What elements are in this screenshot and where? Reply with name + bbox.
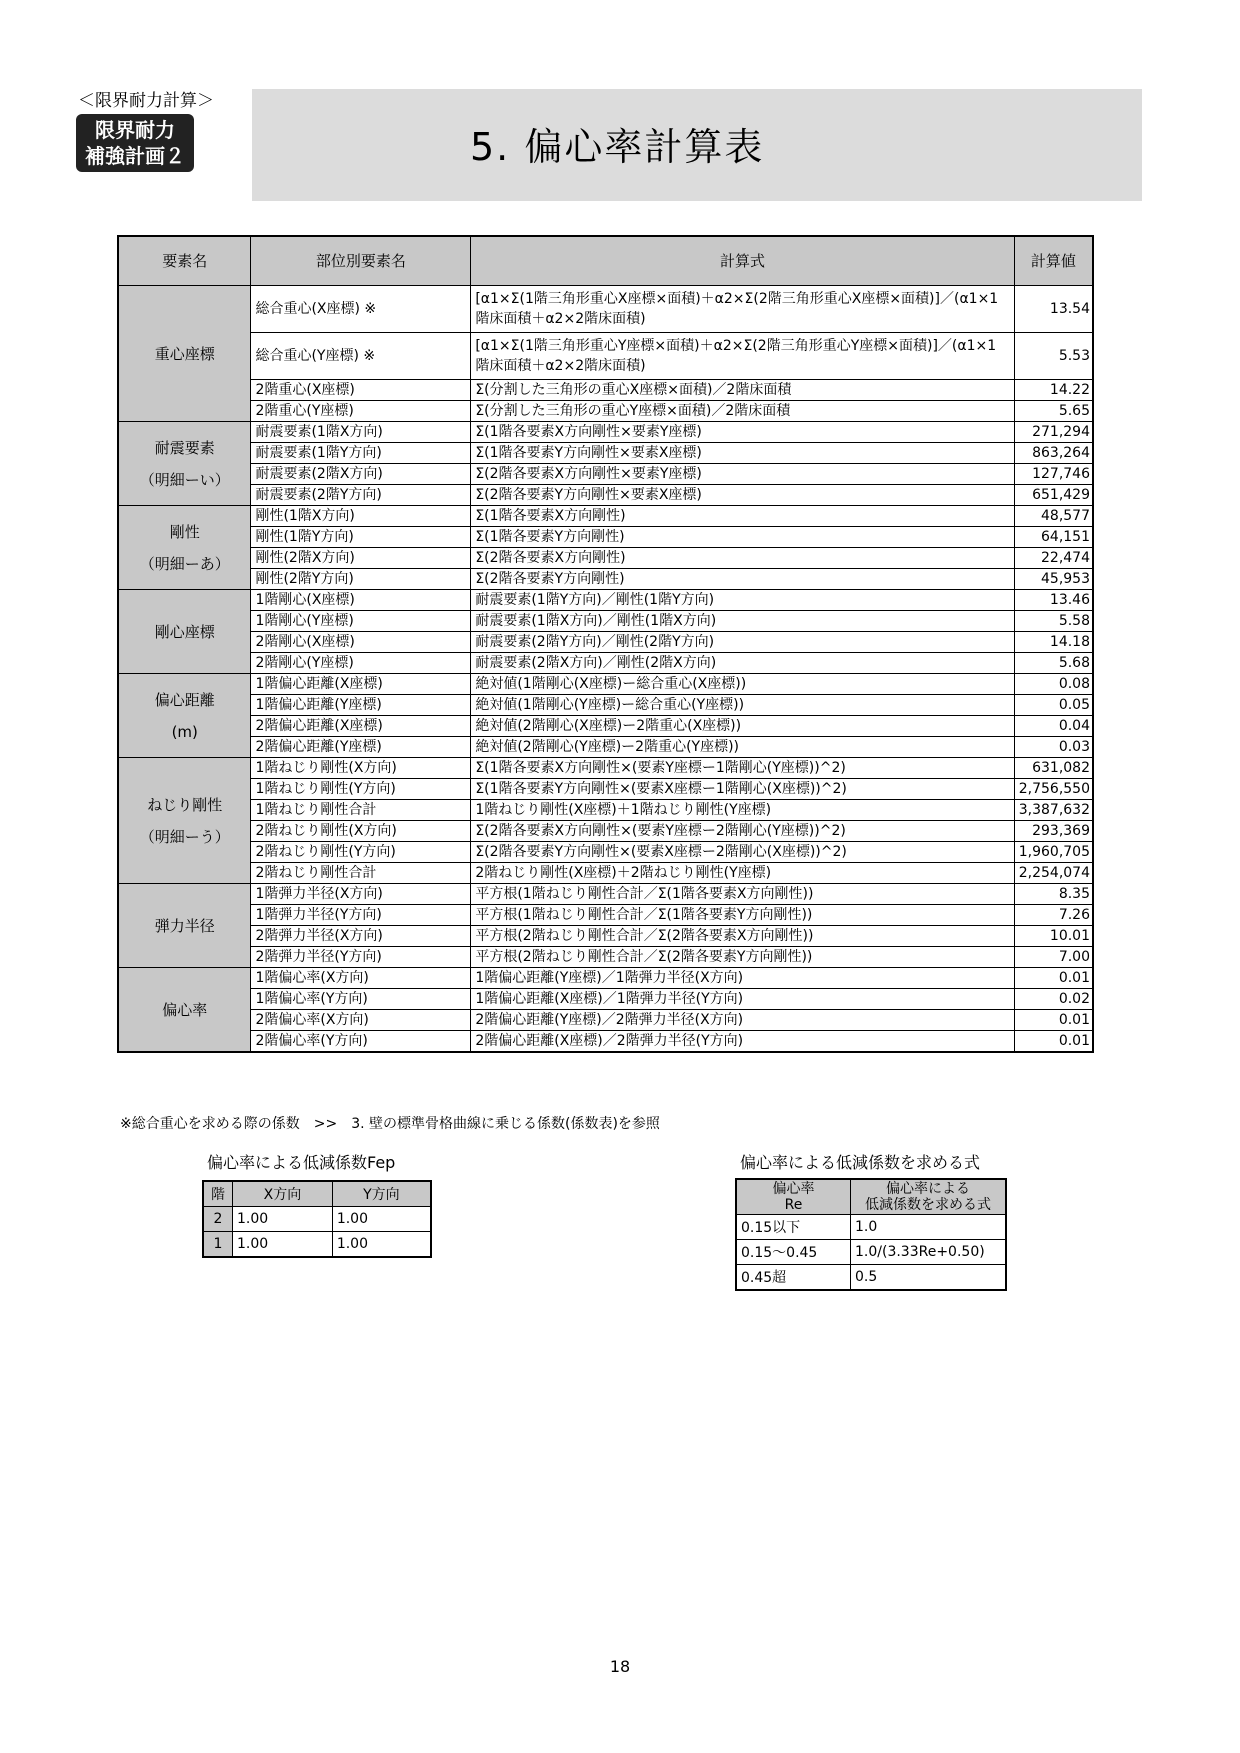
table-row (118, 401, 1093, 422)
value-cell: 5.58 (1014, 611, 1093, 632)
fep-header-y: Y方向 (332, 1181, 431, 1207)
table-row (118, 821, 1093, 842)
element-name-cell: 2階ねじり剛性合計 (251, 863, 471, 884)
fep-floor: 2 (203, 1207, 233, 1232)
element-name-cell: 耐震要素(1階X方向) (251, 422, 471, 443)
value-cell: 0.01 (1014, 1010, 1093, 1031)
category-label: 偏心率 (162, 1000, 208, 1019)
formula-cell: 耐震要素(2階X方向)／剛性(2階X方向) (471, 653, 1014, 674)
category-cell (118, 884, 251, 968)
category-cell (118, 674, 251, 758)
formula-header-row (736, 1179, 1006, 1215)
table-row (118, 333, 1093, 380)
formula-cell: [α1×Σ(1階三角形重心Y座標×面積)＋α2×Σ(2階三角形重心Y座標×面積)]／(α1×1階床面積＋α2×2階床面積) (471, 333, 1014, 380)
badge-line1: 限界耐力 (95, 118, 175, 142)
formula-header-expr-line2: 低減係数を求める式 (865, 1197, 991, 1213)
value-cell: 8.35 (1014, 884, 1093, 905)
formula-cell: Σ(1階各要素X方向剛性×(要素Y座標ー1階剛心(Y座標))^2) (471, 758, 1014, 779)
formula-cell: 平方根(2階ねじり剛性合計／Σ(2階各要素Y方向剛性)) (471, 947, 1014, 968)
table-row (118, 947, 1093, 968)
element-name-cell: 剛性(1階X方向) (251, 506, 471, 527)
formula-cell: Σ(2階各要素X方向剛性) (471, 548, 1014, 569)
value-cell: 0.02 (1014, 989, 1093, 1010)
formula-cell: Σ(2階各要素X方向剛性×要素Y座標) (471, 464, 1014, 485)
table-row (118, 653, 1093, 674)
table-row (118, 674, 1093, 695)
header-part-name: 部位別要素名 (251, 236, 471, 286)
table-row (118, 884, 1093, 905)
fep-y: 1.00 (332, 1207, 431, 1232)
table-row (118, 286, 1093, 333)
fep-x: 1.00 (233, 1232, 333, 1258)
value-cell: 631,082 (1014, 758, 1093, 779)
table-row (118, 443, 1093, 464)
value-cell: 0.04 (1014, 716, 1093, 737)
table-row (118, 1031, 1093, 1053)
table-header-row (118, 236, 1093, 286)
page-title: 5. 偏心率計算表 (470, 125, 765, 169)
value-cell: 45,953 (1014, 569, 1093, 590)
element-name-cell: 2階剛心(X座標) (251, 632, 471, 653)
element-name-cell: 2階ねじり剛性(X方向) (251, 821, 471, 842)
formula-header-re-line2: Re (784, 1197, 803, 1213)
value-cell: 0.01 (1014, 968, 1093, 989)
category-cell (118, 422, 251, 506)
element-name-cell: 2階弾力半径(Y方向) (251, 947, 471, 968)
element-name-cell: 耐震要素(2階Y方向) (251, 485, 471, 506)
section-tag: ＜限界耐力計算＞ (78, 91, 214, 111)
table-row (118, 422, 1093, 443)
eccentricity-table (117, 235, 1094, 1053)
value-cell: 863,264 (1014, 443, 1093, 464)
category-label: 耐震要素 (154, 438, 215, 457)
category-sublabel: (m) (171, 722, 198, 741)
badge-line2: 補強計画２ (85, 144, 185, 168)
category-label: 弾力半径 (154, 916, 215, 935)
element-name-cell: 2階偏心率(X方向) (251, 1010, 471, 1031)
table-row (118, 968, 1093, 989)
element-name-cell: 1階弾力半径(Y方向) (251, 905, 471, 926)
value-cell: 14.22 (1014, 380, 1093, 401)
table-row (118, 1010, 1093, 1031)
table-row (118, 380, 1093, 401)
formula-cell: Σ(1階各要素Y方向剛性×要素X座標) (471, 443, 1014, 464)
table-row (118, 863, 1093, 884)
fep-table-title: 偏心率による低減係数Fep (207, 1153, 396, 1172)
table-row (118, 905, 1093, 926)
category-label: 偏心距離 (154, 690, 215, 709)
value-cell: 2,756,550 (1014, 779, 1093, 800)
header-element-name: 要素名 (118, 236, 251, 286)
formula-cell: Σ(1階各要素X方向剛性×要素Y座標) (471, 422, 1014, 443)
formula-cell: Σ(1階各要素X方向剛性) (471, 506, 1014, 527)
formula-cell: Σ(2階各要素Y方向剛性×要素X座標) (471, 485, 1014, 506)
fep-y: 1.00 (332, 1232, 431, 1258)
category-label: 剛心座標 (154, 622, 215, 641)
value-cell: 13.46 (1014, 590, 1093, 611)
formula-row (736, 1240, 1006, 1265)
element-name-cell: 1階ねじり剛性(X方向) (251, 758, 471, 779)
formula-cell: Σ(1階各要素Y方向剛性×(要素X座標ー1階剛心(X座標))^2) (471, 779, 1014, 800)
formula-cell: 耐震要素(1階X方向)／剛性(1階X方向) (471, 611, 1014, 632)
fep-header-x: X方向 (233, 1181, 333, 1207)
element-name-cell: 1階ねじり剛性(Y方向) (251, 779, 471, 800)
table-row (118, 506, 1093, 527)
category-label: 重心座標 (154, 344, 215, 363)
value-cell: 3,387,632 (1014, 800, 1093, 821)
page-number: 18 (609, 1657, 631, 1676)
formula-table-title: 偏心率による低減係数を求める式 (740, 1153, 981, 1172)
value-cell: 0.01 (1014, 1031, 1093, 1053)
formula-range: 0.15以下 (736, 1215, 851, 1240)
value-cell: 5.65 (1014, 401, 1093, 422)
element-name-cell: 1階偏心距離(Y座標) (251, 695, 471, 716)
element-name-cell: 耐震要素(2階X方向) (251, 464, 471, 485)
formula-cell: 2階ねじり剛性(X座標)＋2階ねじり剛性(Y座標) (471, 863, 1014, 884)
formula-row (736, 1215, 1006, 1240)
formula-cell: 耐震要素(1階Y方向)／剛性(1階Y方向) (471, 590, 1014, 611)
table-row (118, 632, 1093, 653)
value-cell: 7.26 (1014, 905, 1093, 926)
fep-row (203, 1232, 431, 1258)
table-row (118, 842, 1093, 863)
table-row (118, 926, 1093, 947)
fep-x: 1.00 (233, 1207, 333, 1232)
formula-cell: [α1×Σ(1階三角形重心X座標×面積)＋α2×Σ(2階三角形重心X座標×面積)]／(α1×1階床面積＋α2×2階床面積) (471, 286, 1014, 333)
reduction-formula-table (735, 1178, 1007, 1291)
table-row (118, 800, 1093, 821)
table-row (118, 737, 1093, 758)
formula-cell: 1階偏心距離(Y座標)／1階弾力半径(X方向) (471, 968, 1014, 989)
table-row (118, 611, 1093, 632)
category-sublabel: （明細ーう） (139, 827, 230, 846)
formula-cell: Σ(2階各要素X方向剛性×(要素Y座標ー2階剛心(Y座標))^2) (471, 821, 1014, 842)
formula-cell: 1階ねじり剛性(X座標)＋1階ねじり剛性(Y座標) (471, 800, 1014, 821)
value-cell: 127,746 (1014, 464, 1093, 485)
fep-floor: 1 (203, 1232, 233, 1258)
table-row (118, 716, 1093, 737)
formula-expr: 1.0 (851, 1215, 1007, 1240)
value-cell: 14.18 (1014, 632, 1093, 653)
value-cell: 293,369 (1014, 821, 1093, 842)
element-name-cell: 耐震要素(1階Y方向) (251, 443, 471, 464)
fep-table (202, 1180, 432, 1258)
formula-cell: 平方根(2階ねじり剛性合計／Σ(2階各要素X方向剛性)) (471, 926, 1014, 947)
formula-cell: Σ(分割した三角形の重心Y座標×面積)／2階床面積 (471, 401, 1014, 422)
value-cell: 10.01 (1014, 926, 1093, 947)
table-row (118, 989, 1093, 1010)
value-cell: 271,294 (1014, 422, 1093, 443)
value-cell: 1,960,705 (1014, 842, 1093, 863)
formula-cell: 1階偏心距離(X座標)／1階弾力半径(Y方向) (471, 989, 1014, 1010)
table-row (118, 464, 1093, 485)
value-cell: 651,429 (1014, 485, 1093, 506)
value-cell: 48,577 (1014, 506, 1093, 527)
category-cell (118, 968, 251, 1053)
formula-header-expr-line1: 偏心率による (886, 1181, 970, 1197)
formula-cell: 絶対値(2階剛心(X座標)ー2階重心(X座標)) (471, 716, 1014, 737)
value-cell: 0.08 (1014, 674, 1093, 695)
section-badge (76, 114, 194, 172)
formula-header-expr (851, 1179, 1007, 1215)
element-name-cell: 1階弾力半径(X方向) (251, 884, 471, 905)
element-name-cell: 剛性(1階Y方向) (251, 527, 471, 548)
formula-expr: 0.5 (851, 1265, 1007, 1291)
element-name-cell: 1階剛心(X座標) (251, 590, 471, 611)
formula-header-re (736, 1179, 851, 1215)
value-cell: 64,151 (1014, 527, 1093, 548)
category-cell (118, 590, 251, 674)
formula-cell: 絶対値(1階剛心(Y座標)ー総合重心(Y座標)) (471, 695, 1014, 716)
category-label: 剛性 (169, 522, 200, 541)
element-name-cell: 2階ねじり剛性(Y方向) (251, 842, 471, 863)
category-label: ねじり剛性 (147, 795, 223, 814)
value-cell: 5.68 (1014, 653, 1093, 674)
category-sublabel: （明細ーあ） (139, 554, 230, 573)
value-cell: 2,254,074 (1014, 863, 1093, 884)
category-cell (118, 758, 251, 884)
formula-cell: 絶対値(2階剛心(Y座標)ー2階重心(Y座標)) (471, 737, 1014, 758)
formula-cell: 耐震要素(2階Y方向)／剛性(2階Y方向) (471, 632, 1014, 653)
formula-expr: 1.0/(3.33Re+0.50) (851, 1240, 1007, 1265)
element-name-cell: 2階偏心距離(Y座標) (251, 737, 471, 758)
element-name-cell: 1階ねじり剛性合計 (251, 800, 471, 821)
element-name-cell: 2階重心(Y座標) (251, 401, 471, 422)
table-row (118, 758, 1093, 779)
header-formula: 計算式 (471, 236, 1014, 286)
value-cell: 0.05 (1014, 695, 1093, 716)
element-name-cell: 2階重心(X座標) (251, 380, 471, 401)
table-row (118, 485, 1093, 506)
formula-row (736, 1265, 1006, 1291)
element-name-cell: 1階偏心距離(X座標) (251, 674, 471, 695)
element-name-cell: 総合重心(X座標) ※ (251, 286, 471, 333)
formula-cell: 2階偏心距離(Y座標)／2階弾力半径(X方向) (471, 1010, 1014, 1031)
table-row (118, 548, 1093, 569)
value-cell: 0.03 (1014, 737, 1093, 758)
element-name-cell: 2階偏心距離(X座標) (251, 716, 471, 737)
element-name-cell: 総合重心(Y座標) ※ (251, 333, 471, 380)
table-row (118, 695, 1093, 716)
formula-cell: 2階偏心距離(X座標)／2階弾力半径(Y方向) (471, 1031, 1014, 1053)
formula-cell: Σ(2階各要素Y方向剛性×(要素X座標ー2階剛心(X座標))^2) (471, 842, 1014, 863)
formula-cell: Σ(2階各要素Y方向剛性) (471, 569, 1014, 590)
table-row (118, 527, 1093, 548)
formula-cell: 平方根(1階ねじり剛性合計／Σ(1階各要素X方向剛性)) (471, 884, 1014, 905)
formula-cell: 平方根(1階ねじり剛性合計／Σ(1階各要素Y方向剛性)) (471, 905, 1014, 926)
value-cell: 5.53 (1014, 333, 1093, 380)
fep-header-floor: 階 (203, 1181, 233, 1207)
value-cell: 13.54 (1014, 286, 1093, 333)
formula-cell: Σ(分割した三角形の重心X座標×面積)／2階床面積 (471, 380, 1014, 401)
category-cell (118, 506, 251, 590)
fep-header-row (203, 1181, 431, 1207)
formula-header-re-line1: 偏心率 (772, 1181, 815, 1197)
formula-range: 0.45超 (736, 1265, 851, 1291)
header-value: 計算値 (1014, 236, 1093, 286)
element-name-cell: 1階剛心(Y座標) (251, 611, 471, 632)
element-name-cell: 1階偏心率(Y方向) (251, 989, 471, 1010)
formula-cell: Σ(1階各要素Y方向剛性) (471, 527, 1014, 548)
element-name-cell: 剛性(2階Y方向) (251, 569, 471, 590)
value-cell: 7.00 (1014, 947, 1093, 968)
formula-range: 0.15～0.45 (736, 1240, 851, 1265)
footnote: ※総合重心を求める際の係数 >> 3. 壁の標準骨格曲線に乗じる係数(係数表)を参照 (120, 1116, 660, 1132)
table-row (118, 590, 1093, 611)
value-cell: 22,474 (1014, 548, 1093, 569)
element-name-cell: 2階偏心率(Y方向) (251, 1031, 471, 1053)
element-name-cell: 2階剛心(Y座標) (251, 653, 471, 674)
element-name-cell: 剛性(2階X方向) (251, 548, 471, 569)
element-name-cell: 1階偏心率(X方向) (251, 968, 471, 989)
table-row (118, 779, 1093, 800)
category-cell (118, 286, 251, 422)
element-name-cell: 2階弾力半径(X方向) (251, 926, 471, 947)
fep-row (203, 1207, 431, 1232)
table-row (118, 569, 1093, 590)
category-sublabel: （明細ーい） (139, 470, 230, 489)
formula-cell: 絶対値(1階剛心(X座標)ー総合重心(X座標)) (471, 674, 1014, 695)
